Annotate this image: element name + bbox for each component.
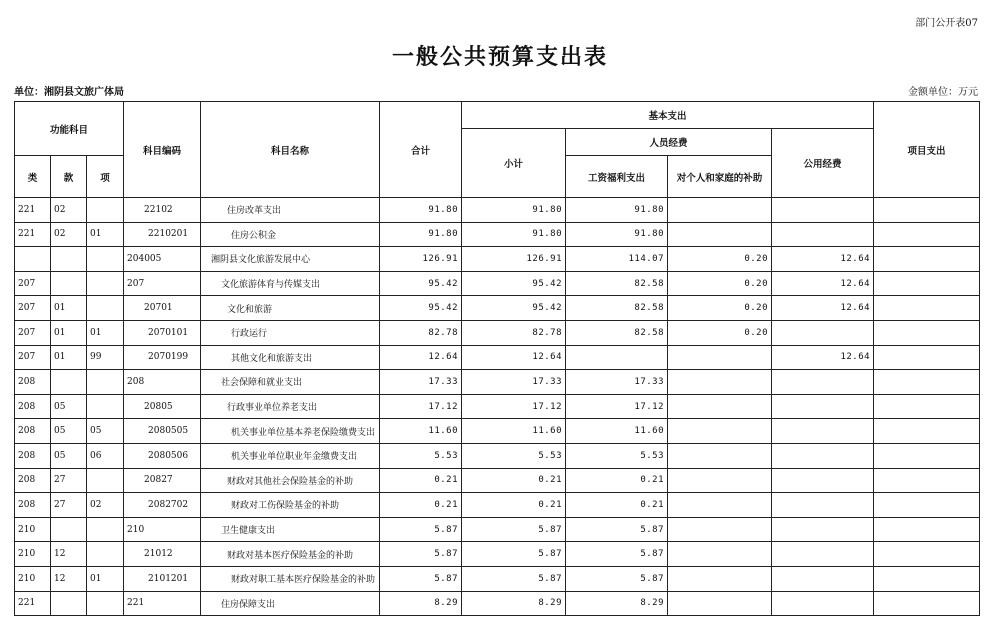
cell-total: 126.91 [380,247,462,272]
cell-subject-code: 2101201 [124,566,201,591]
cell-lei [15,247,51,272]
cell-lei: 208 [15,419,51,444]
cell-project [874,198,980,223]
cell-subject-code: 221 [124,591,201,616]
table-row [15,370,980,395]
cell-total: 95.42 [380,271,462,296]
header-public-expenses: 公用经费 [772,129,874,198]
cell-project [874,517,980,542]
cell-total: 5.87 [380,542,462,567]
cell-lei: 208 [15,493,51,518]
budget-table [14,101,980,616]
cell-public-expenses [772,566,874,591]
cell-total: 8.29 [380,591,462,616]
cell-subject-name: 湘阴县文化旅游发展中心 [201,247,380,272]
cell-lei: 208 [15,468,51,493]
cell-subject-code: 2210201 [124,222,201,247]
cell-subsidy: 0.20 [668,271,772,296]
header-total: 合计 [380,102,462,198]
cell-lei: 207 [15,320,51,345]
cell-subsidy [668,566,772,591]
cell-subject-name: 卫生健康支出 [201,517,380,542]
cell-lei: 207 [15,296,51,321]
cell-salary: 91.80 [566,222,668,247]
cell-kuan: 05 [51,419,87,444]
cell-subsidy: 0.20 [668,296,772,321]
header-personnel: 人员经费 [566,129,772,156]
cell-subject-code: 2080505 [124,419,201,444]
table-row [15,296,980,321]
cell-kuan: 01 [51,320,87,345]
cell-public-expenses: 12.64 [772,296,874,321]
cell-subject-code: 2080506 [124,443,201,468]
cell-total: 17.33 [380,370,462,395]
header-subsidy: 对个人和家庭的补助 [668,156,772,198]
cell-salary [566,345,668,370]
cell-kuan: 05 [51,394,87,419]
cell-subtotal: 91.80 [462,198,566,223]
table-row [15,271,980,296]
cell-project [874,296,980,321]
header-xiang: 项 [87,156,124,198]
cell-subject-code: 210 [124,517,201,542]
cell-salary: 82.58 [566,296,668,321]
cell-subject-name: 财政对基本医疗保险基金的补助 [201,542,380,567]
table-row [15,222,980,247]
cell-project [874,271,980,296]
cell-subject-name: 行政事业单位养老支出 [201,394,380,419]
cell-subject-code: 21012 [124,542,201,567]
cell-public-expenses [772,198,874,223]
cell-subject-code: 20827 [124,468,201,493]
cell-xiang [87,542,124,567]
cell-subsidy [668,443,772,468]
cell-project [874,566,980,591]
cell-public-expenses [772,542,874,567]
header-function-subject: 功能科目 [15,102,124,156]
cell-subject-code: 208 [124,370,201,395]
cell-kuan [51,517,87,542]
cell-subject-code: 20701 [124,296,201,321]
cell-total: 0.21 [380,468,462,493]
cell-project [874,222,980,247]
cell-subtotal: 91.80 [462,222,566,247]
cell-kuan: 01 [51,345,87,370]
cell-subsidy [668,345,772,370]
cell-project [874,419,980,444]
cell-subsidy: 0.20 [668,320,772,345]
cell-public-expenses [772,320,874,345]
cell-xiang [87,198,124,223]
table-body [15,198,980,616]
cell-total: 5.87 [380,517,462,542]
cell-subject-name: 财政对其他社会保险基金的补助 [201,468,380,493]
cell-subject-name: 社会保障和就业支出 [201,370,380,395]
cell-salary: 8.29 [566,591,668,616]
cell-xiang: 01 [87,320,124,345]
cell-subtotal: 0.21 [462,493,566,518]
cell-subsidy [668,419,772,444]
header-subject-name: 科目名称 [201,102,380,198]
cell-salary: 11.60 [566,419,668,444]
cell-lei: 221 [15,198,51,223]
cell-salary: 91.80 [566,198,668,223]
cell-total: 91.80 [380,222,462,247]
cell-kuan: 27 [51,493,87,518]
cell-total: 12.64 [380,345,462,370]
cell-subsidy [668,468,772,493]
header-kuan: 款 [51,156,87,198]
cell-lei: 210 [15,566,51,591]
cell-project [874,320,980,345]
cell-xiang [87,517,124,542]
cell-project [874,468,980,493]
cell-subject-name: 财政对职工基本医疗保险基金的补助 [201,566,380,591]
cell-subtotal: 82.78 [462,320,566,345]
cell-total: 11.60 [380,419,462,444]
cell-subtotal: 17.12 [462,394,566,419]
cell-total: 5.87 [380,566,462,591]
cell-subsidy [668,394,772,419]
cell-salary: 5.87 [566,566,668,591]
header-basic-expenditure: 基本支出 [462,102,874,129]
cell-xiang [87,370,124,395]
cell-subtotal: 5.53 [462,443,566,468]
cell-total: 5.53 [380,443,462,468]
cell-xiang: 05 [87,419,124,444]
cell-xiang: 01 [87,222,124,247]
cell-kuan: 27 [51,468,87,493]
cell-salary: 0.21 [566,493,668,518]
cell-xiang: 06 [87,443,124,468]
cell-salary: 17.12 [566,394,668,419]
cell-subject-name: 财政对工伤保险基金的补助 [201,493,380,518]
cell-project [874,591,980,616]
table-row [15,591,980,616]
cell-salary: 82.58 [566,271,668,296]
cell-xiang: 02 [87,493,124,518]
cell-salary: 17.33 [566,370,668,395]
cell-total: 17.12 [380,394,462,419]
cell-subsidy [668,198,772,223]
cell-total: 91.80 [380,198,462,223]
cell-subtotal: 8.29 [462,591,566,616]
cell-subject-name: 机关事业单位基本养老保险缴费支出 [201,419,380,444]
header-salary: 工资福利支出 [566,156,668,198]
cell-subtotal: 17.33 [462,370,566,395]
cell-subject-code: 204005 [124,247,201,272]
unit-label: 单位：湘阴县文旅广体局 [14,87,124,98]
table-row [15,247,980,272]
cell-subtotal: 5.87 [462,542,566,567]
cell-subject-code: 20805 [124,394,201,419]
cell-subtotal: 11.60 [462,419,566,444]
header-project-expenditure: 项目支出 [874,102,980,198]
cell-lei: 208 [15,370,51,395]
cell-subtotal: 12.64 [462,345,566,370]
cell-subject-name: 机关事业单位职业年金缴费支出 [201,443,380,468]
cell-kuan: 12 [51,542,87,567]
cell-subject-code: 22102 [124,198,201,223]
cell-project [874,493,980,518]
table-row [15,542,980,567]
cell-subject-name: 住房改革支出 [201,198,380,223]
header-subtotal: 小计 [462,129,566,198]
cell-kuan: 02 [51,222,87,247]
page-title: 一般公共预算支出表 [391,45,608,70]
cell-xiang [87,271,124,296]
cell-xiang [87,247,124,272]
cell-xiang: 99 [87,345,124,370]
cell-subtotal: 5.87 [462,566,566,591]
cell-public-expenses [772,443,874,468]
cell-xiang [87,296,124,321]
cell-subtotal: 5.87 [462,517,566,542]
cell-subject-code: 2070199 [124,345,201,370]
header-subject-code: 科目编码 [124,102,201,198]
cell-total: 82.78 [380,320,462,345]
cell-kuan: 12 [51,566,87,591]
cell-subsidy [668,542,772,567]
cell-kuan [51,271,87,296]
cell-subsidy [668,517,772,542]
cell-public-expenses [772,370,874,395]
cell-total: 0.21 [380,493,462,518]
cell-subject-name: 行政运行 [201,320,380,345]
cell-subject-code: 2070101 [124,320,201,345]
cell-subtotal: 95.42 [462,271,566,296]
cell-project [874,370,980,395]
cell-subject-name: 住房保障支出 [201,591,380,616]
amount-unit-label: 金额单位：万元 [908,87,978,98]
cell-lei: 221 [15,222,51,247]
cell-subsidy [668,493,772,518]
cell-xiang [87,591,124,616]
cell-subsidy: 0.20 [668,247,772,272]
cell-subject-name: 住房公积金 [201,222,380,247]
cell-salary: 82.58 [566,320,668,345]
table-row [15,320,980,345]
cell-subject-name: 文化和旅游 [201,296,380,321]
cell-public-expenses: 12.64 [772,345,874,370]
cell-subsidy [668,222,772,247]
cell-salary: 0.21 [566,468,668,493]
form-code: 部门公开表07 [915,18,978,29]
cell-salary: 5.87 [566,517,668,542]
cell-public-expenses [772,493,874,518]
table-row [15,419,980,444]
cell-lei: 210 [15,517,51,542]
cell-xiang [87,468,124,493]
cell-subject-code: 207 [124,271,201,296]
table-row [15,468,980,493]
table-row [15,566,980,591]
table-row [15,493,980,518]
table-row [15,345,980,370]
cell-project [874,394,980,419]
cell-kuan [51,247,87,272]
table-row [15,443,980,468]
cell-salary: 5.53 [566,443,668,468]
cell-salary: 114.07 [566,247,668,272]
table-row [15,198,980,223]
table-row [15,394,980,419]
cell-subtotal: 126.91 [462,247,566,272]
cell-project [874,443,980,468]
cell-public-expenses: 12.64 [772,271,874,296]
cell-public-expenses [772,468,874,493]
cell-kuan: 01 [51,296,87,321]
cell-public-expenses [772,591,874,616]
cell-lei: 210 [15,542,51,567]
cell-kuan: 05 [51,443,87,468]
cell-subsidy [668,591,772,616]
cell-subject-code: 2082702 [124,493,201,518]
table-row [15,517,980,542]
cell-subtotal: 95.42 [462,296,566,321]
cell-kuan [51,370,87,395]
cell-subtotal: 0.21 [462,468,566,493]
cell-xiang: 01 [87,566,124,591]
cell-kuan: 02 [51,198,87,223]
cell-xiang [87,394,124,419]
cell-public-expenses: 12.64 [772,247,874,272]
cell-project [874,345,980,370]
cell-lei: 208 [15,394,51,419]
cell-lei: 221 [15,591,51,616]
cell-public-expenses [772,419,874,444]
cell-salary: 5.87 [566,542,668,567]
cell-subject-name: 其他文化和旅游支出 [201,345,380,370]
cell-public-expenses [772,517,874,542]
cell-public-expenses [772,222,874,247]
cell-total: 95.42 [380,296,462,321]
cell-subsidy [668,370,772,395]
cell-kuan [51,591,87,616]
cell-public-expenses [772,394,874,419]
cell-project [874,247,980,272]
header-lei: 类 [15,156,51,198]
cell-project [874,542,980,567]
cell-lei: 207 [15,271,51,296]
cell-lei: 208 [15,443,51,468]
cell-lei: 207 [15,345,51,370]
cell-subject-name: 文化旅游体育与传媒支出 [201,271,380,296]
